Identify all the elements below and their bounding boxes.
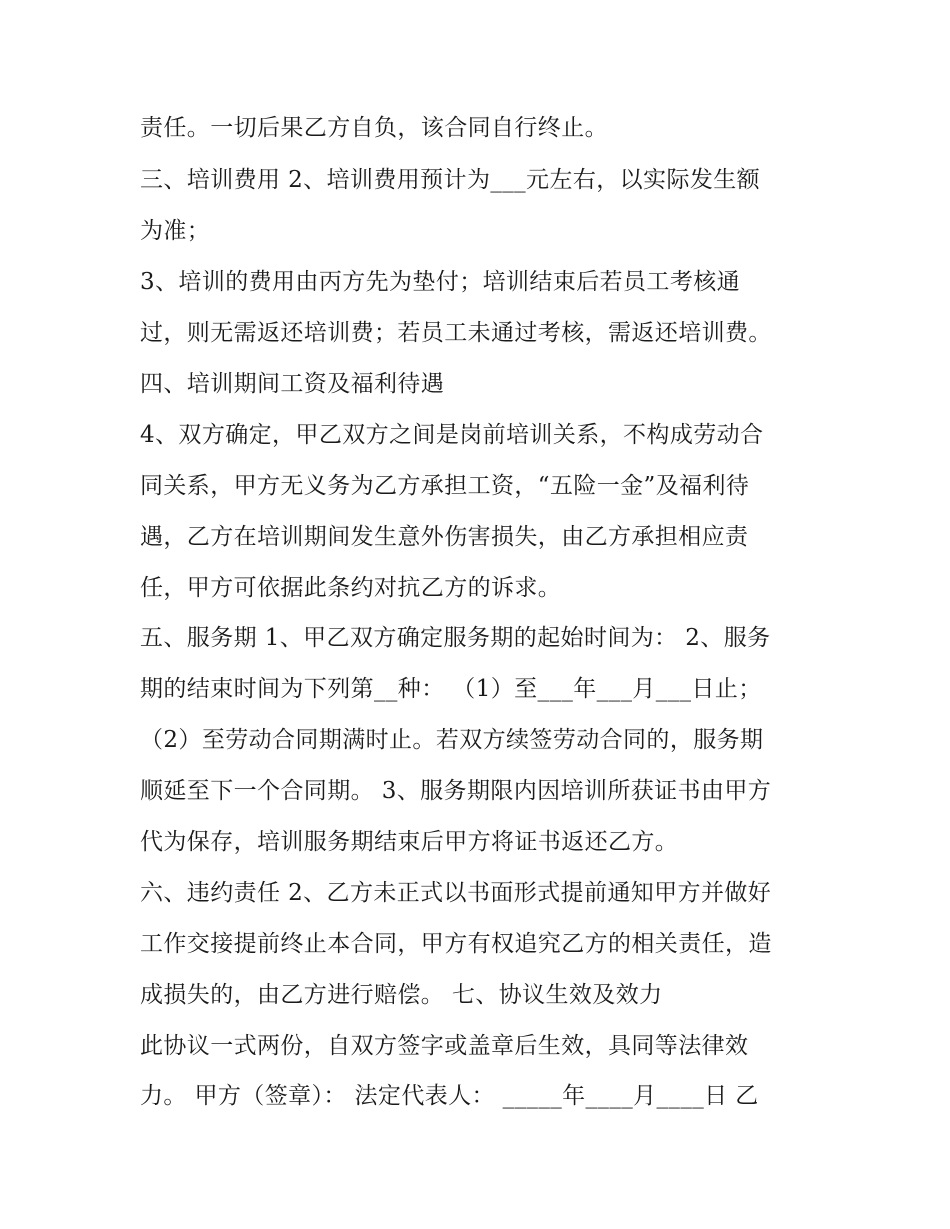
text-line: 工作交接提前终止本合同，甲方有权追究乙方的相关责任，造 [140, 931, 772, 957]
text-line: 此协议一式两份，自双方签字或盖章后生效，具同等法律效 [140, 1033, 749, 1059]
text-line: 四、培训期间工资及福利待遇 [140, 371, 445, 397]
text-line: 成损失的，由乙方进行赔偿。 七、协议生效及效力 [140, 982, 663, 1008]
text-line: 过，则无需返还培训费；若员工未通过考核，需返还培训费。 [140, 320, 772, 346]
text-line: 三、培训费用 2、培训费用预计为___元左右，以实际发生额 [140, 167, 761, 193]
text-line: 五、服务期 1、甲乙双方确定服务期的起始时间为： 2、服务 [140, 625, 771, 651]
text-line: 同关系，甲方无义务为乙方承担工资，“五险一金”及福利待 [140, 473, 750, 499]
text-line: 为准； [140, 218, 211, 244]
text-line: 代为保存，培训服务期结束后甲方将证书返还乙方。 [140, 829, 679, 855]
text-line: 任，甲方可依据此条约对抗乙方的诉求。 [140, 575, 562, 601]
text-line: 六、违约责任 2、乙方未正式以书面形式提前通知甲方并做好 [140, 880, 772, 906]
text-line: 力。 甲方（签章）： 法定代表人： _____年____月____日 乙 [140, 1083, 759, 1109]
text-line: 遇，乙方在培训期间发生意外伤害损失，由乙方承担相应责 [140, 524, 749, 550]
text-line: 4、双方确定，甲乙双方之间是岗前培训关系，不构成劳动合 [140, 422, 764, 448]
text-line: 责任。一切后果乙方自负，该合同自行终止。 [140, 115, 608, 141]
text-line: 顺延至下一个合同期。 3、服务期限内因培训所获证书由甲方 [140, 778, 772, 804]
text-line: （2）至劳动合同期满时止。若双方续签劳动合同的，服务期 [140, 727, 764, 753]
text-line: 期的结束时间为下列第__种： （1）至___年___月___日止； [140, 676, 762, 702]
text-line: 3、培训的费用由丙方先为垫付；培训结束后若员工考核通 [140, 269, 741, 295]
